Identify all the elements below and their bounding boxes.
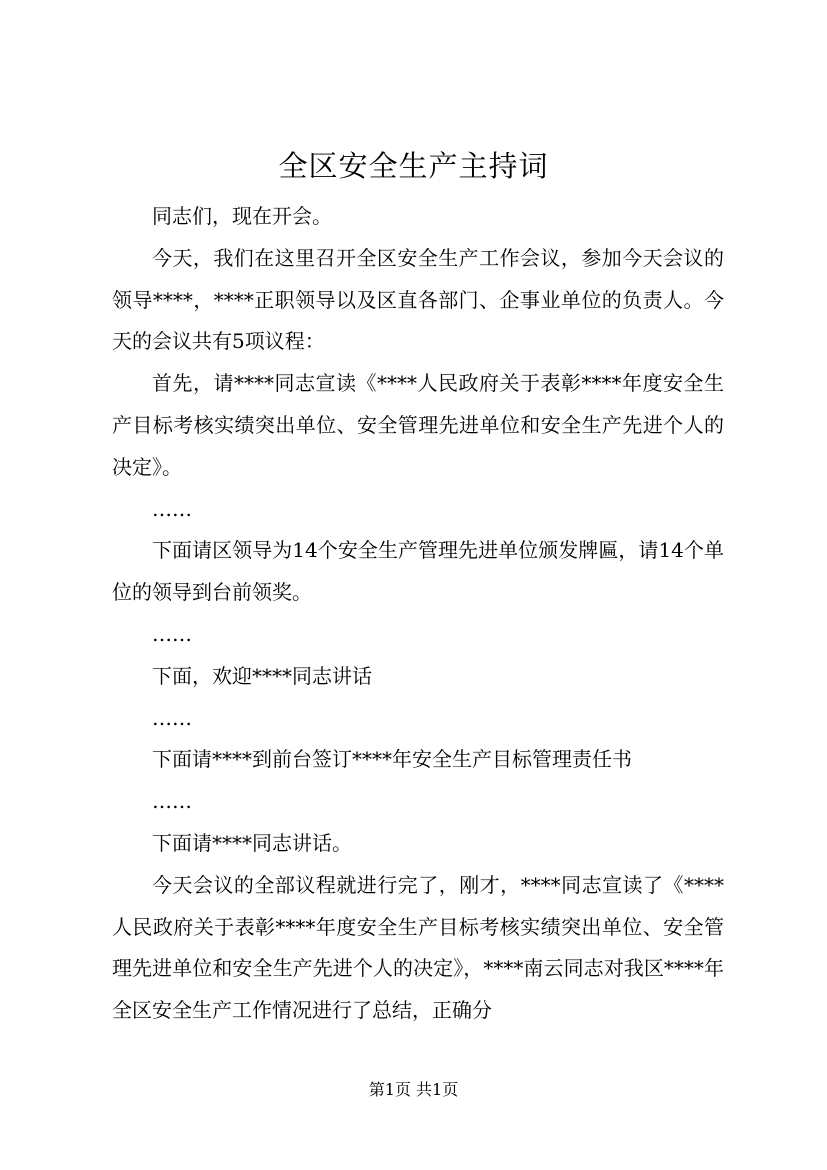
paragraph-sign-agreement: 下面请****到前台签订****年安全生产目标管理责任书 xyxy=(152,747,632,772)
paragraph-ellipsis: …… xyxy=(152,705,192,730)
paragraph-ellipsis: …… xyxy=(152,789,192,814)
paragraph-first-item: 首先，请****同志宣读《****人民政府关于表彰****年度安全生产目标考核实绩突出单位、安全管理先进单位和安全生产先进个人的决定》。 xyxy=(112,371,724,479)
paragraph-summary: 今天会议的全部议程就进行完了，刚才，****同志宣读了《****人民政府关于表彰****年度安全生产目标考核实绩突出单位、安全管理先进单位和安全生产先进个人的决定》，****南云同志对我区****年全区安全生产工作情况进行了总结，正确分 xyxy=(112,872,724,1023)
document-title: 全区安全生产主持词 xyxy=(278,149,549,183)
paragraph-awards: 下面请区领导为14个安全生产管理先进单位颁发牌匾，请14个单位的领导到台前领奖。 xyxy=(112,538,724,605)
paragraph-welcome-speech: 下面，欢迎****同志讲话 xyxy=(152,663,372,688)
paragraph-ellipsis: …… xyxy=(152,621,192,646)
paragraph-ellipsis: …… xyxy=(152,496,192,521)
paragraph-opening: 同志们，现在开会。 xyxy=(152,204,332,228)
paragraph-speech: 下面请****同志讲话。 xyxy=(152,830,352,855)
paragraph-agenda-intro: 今天，我们在这里召开全区安全生产工作会议，参加今天会议的领导****，****正职领导以及区直各部门、企事业单位的负责人。今天的会议共有5项议程： xyxy=(112,245,724,354)
page-footer: 第1页 共1页 xyxy=(368,1080,459,1099)
document-body xyxy=(112,196,724,1032)
